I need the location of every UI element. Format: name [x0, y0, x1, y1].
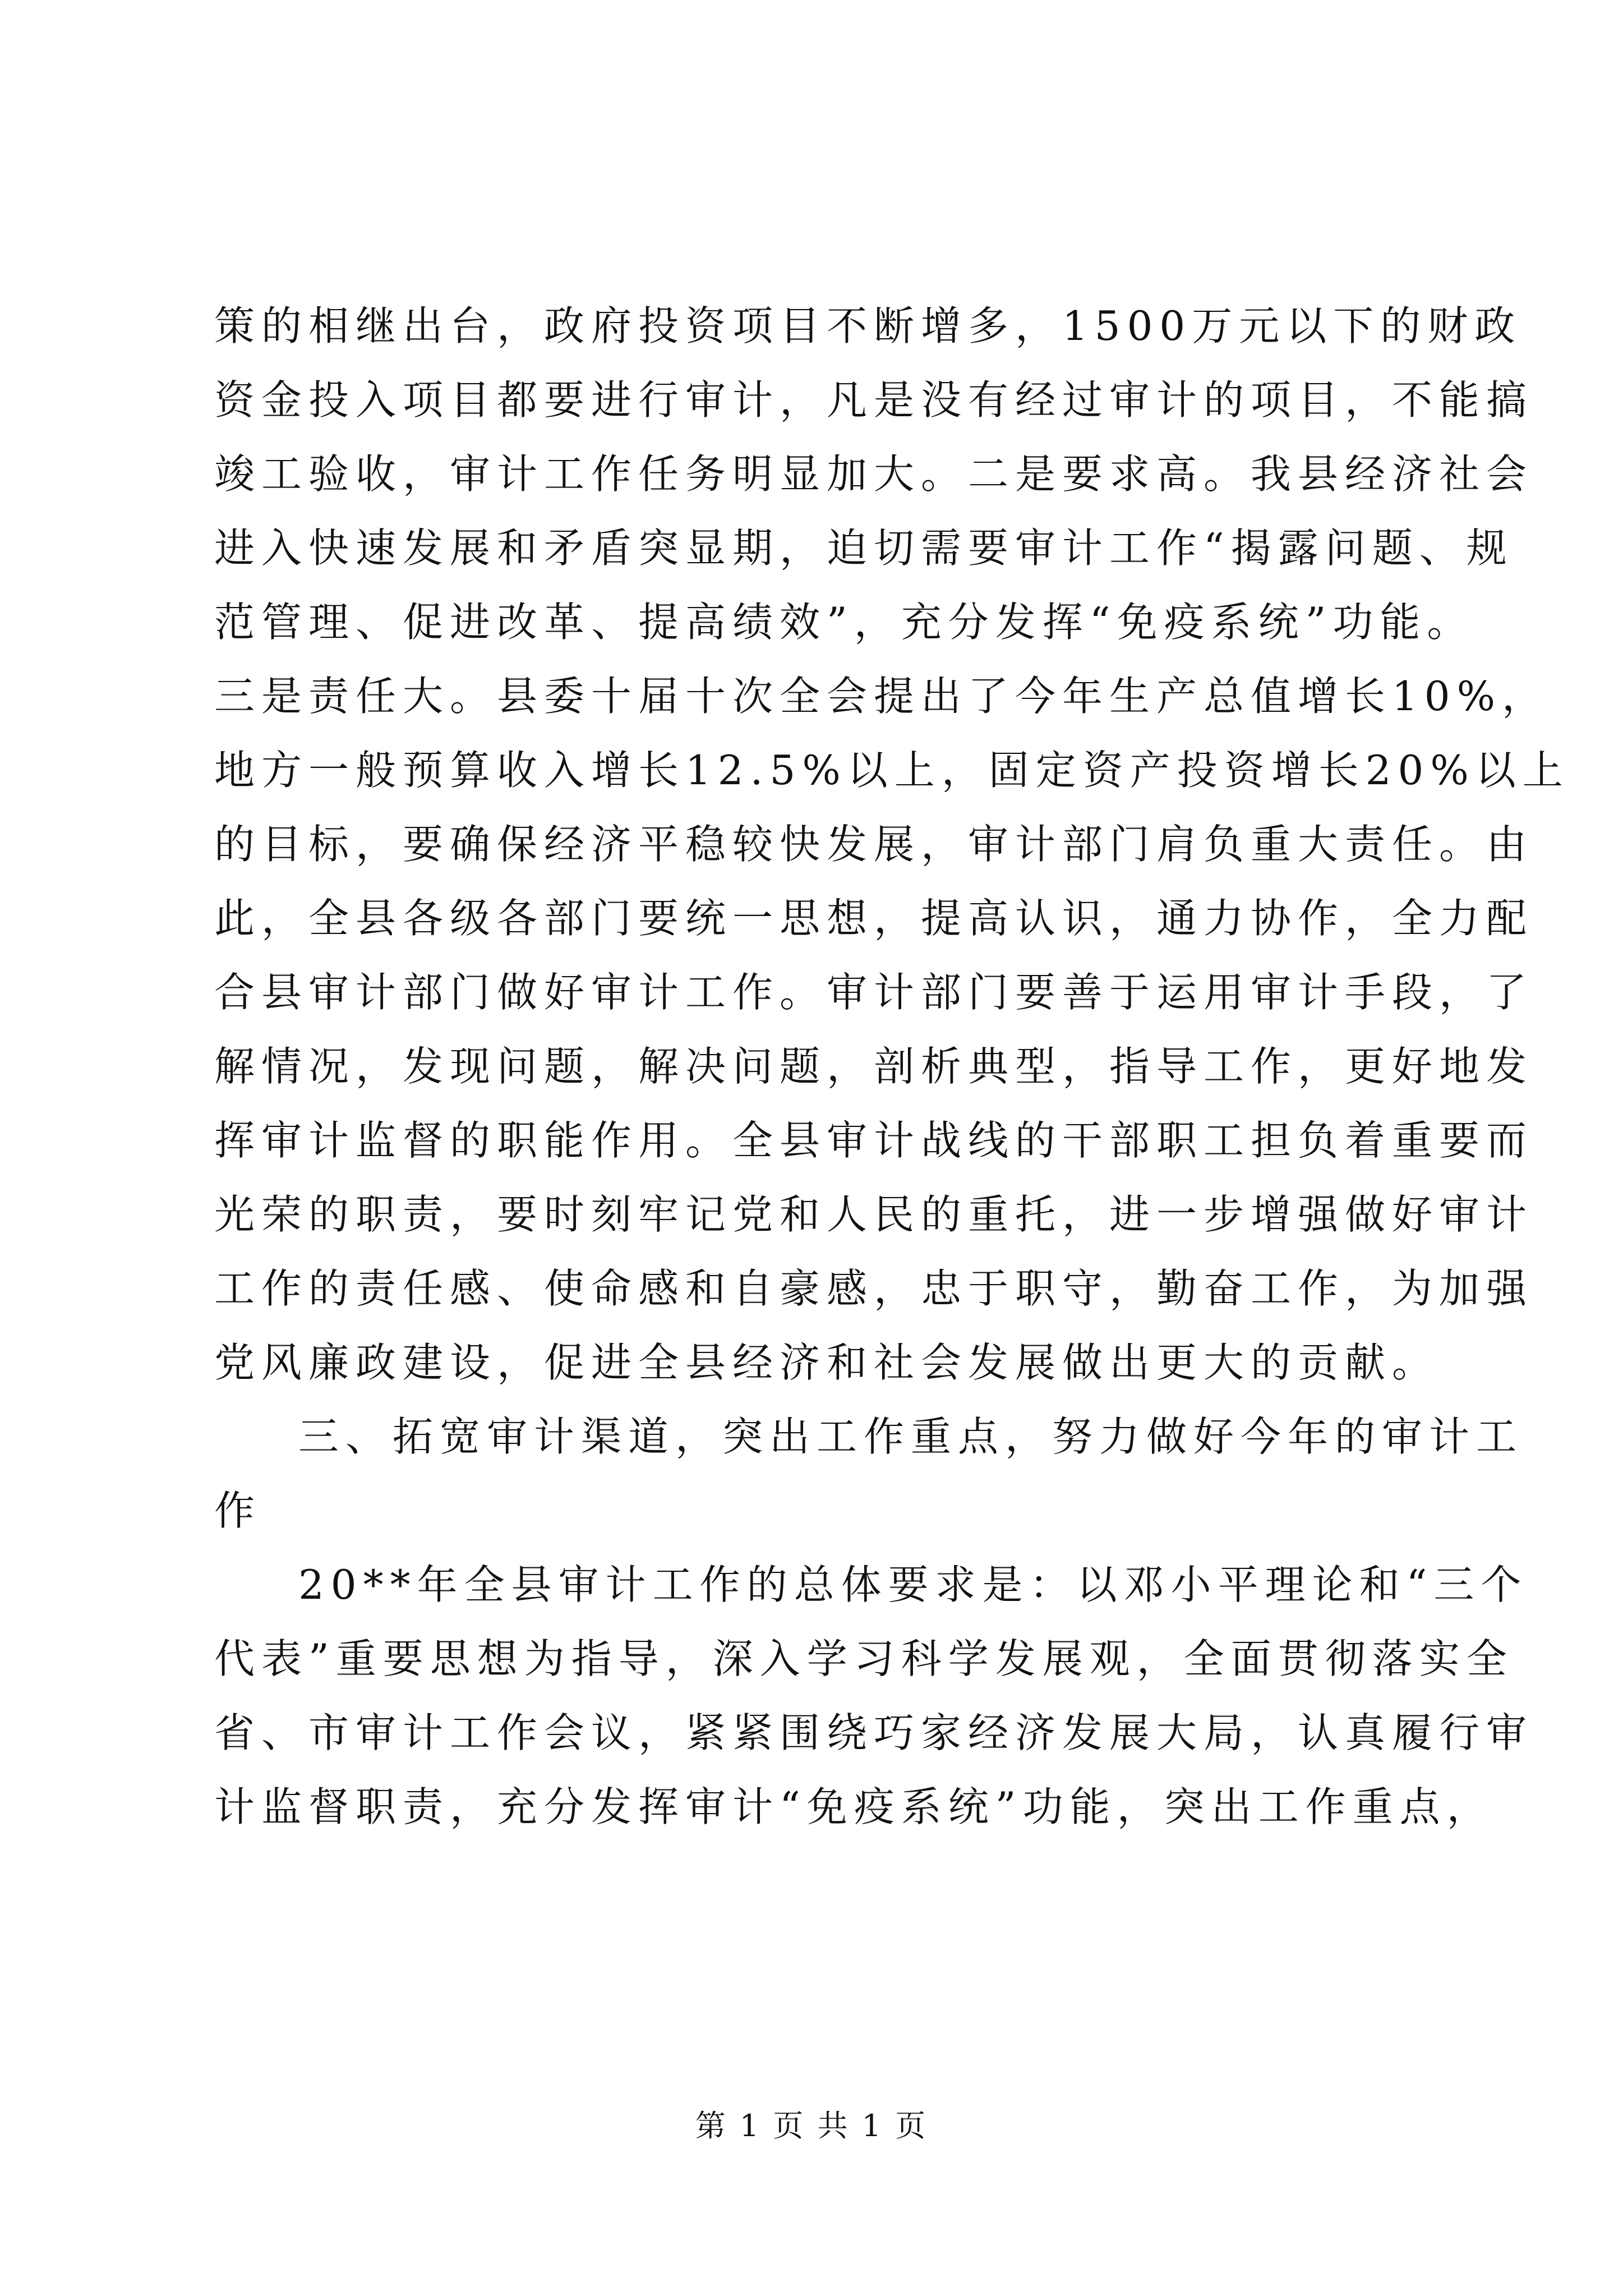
- body-line: 工作的责任感、使命感和自豪感，忠于职守，勤奋工作，为加强: [214, 1265, 1534, 1312]
- section-heading: 三、拓宽审计渠道，突出工作重点，努力做好今年的审计工: [298, 1413, 1524, 1460]
- body-line: 党风廉政建设，促进全县经济和社会发展做出更大的贡献。: [214, 1339, 1440, 1386]
- body-line: 地方一般预算收入增长12.5%以上，固定资产投资增长20%以上: [214, 747, 1570, 794]
- body-line: 解情况，发现问题，解决问题，剖析典型，指导工作，更好地发: [214, 1043, 1534, 1090]
- body-line: 进入快速发展和矛盾突显期，迫切需要审计工作“揭露问题、规: [214, 524, 1514, 572]
- body-line: 挥审计监督的职能作用。全县审计战线的干部职工担负着重要而: [214, 1117, 1534, 1164]
- body-line: 范管理、促进改革、提高绩效”，充分发挥“免疫系统”功能。: [214, 599, 1474, 646]
- paragraph-line: 计监督职责，充分发挥审计“免疫系统”功能，突出工作重点，: [214, 1783, 1494, 1830]
- body-line: 资金投入项目都要进行审计，凡是没有经过审计的项目，不能搞: [214, 376, 1534, 424]
- section-heading-continued: 作: [214, 1487, 262, 1534]
- body-line: 的目标，要确保经济平稳较快发展，审计部门肩负重大责任。由: [214, 821, 1534, 868]
- body-line: 光荣的职责，要时刻牢记党和人民的重托，进一步增强做好审计: [214, 1191, 1534, 1238]
- body-line: 策的相继出台，政府投资项目不断增多，1500万元以下的财政: [214, 302, 1522, 349]
- paragraph-line: 20**年全县审计工作的总体要求是：以邓小平理论和“三个: [298, 1561, 1528, 1608]
- paragraph-line: 代表”重要思想为指导，深入学习科学发展观，全面贯彻落实全: [214, 1635, 1514, 1682]
- body-line: 竣工验收，审计工作任务明显加大。二是要求高。我县经济社会: [214, 450, 1534, 498]
- body-line: 此，全县各级各部门要统一思想，提高认识，通力协作，全力配: [214, 895, 1534, 942]
- page-number-footer: 第 1 页 共 1 页: [695, 2108, 928, 2143]
- body-line: 合县审计部门做好审计工作。审计部门要善于运用审计手段，了: [214, 969, 1534, 1016]
- document-body: [214, 289, 1570, 1844]
- paragraph-line: 省、市审计工作会议，紧紧围绕巧家经济发展大局，认真履行审: [214, 1709, 1534, 1756]
- body-line: 三是责任大。县委十届十次全会提出了今年生产总值增长10%，: [214, 673, 1550, 720]
